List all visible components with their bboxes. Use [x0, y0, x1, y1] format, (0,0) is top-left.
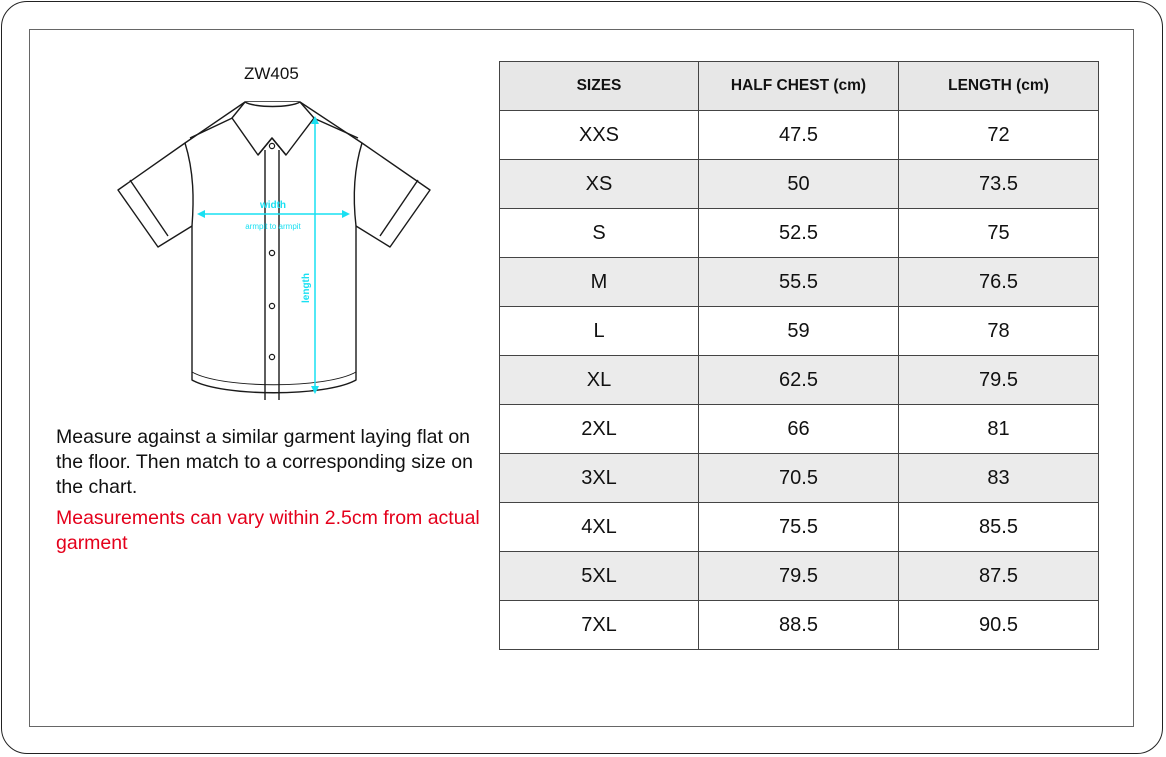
- table-row: [500, 552, 1099, 601]
- size-cell: 3XL: [500, 454, 699, 503]
- table-row: [500, 503, 1099, 552]
- table-row: [500, 307, 1099, 356]
- half-chest-cell: 55.5: [699, 258, 899, 307]
- length-cell: 90.5: [899, 601, 1099, 650]
- length-cell: 85.5: [899, 503, 1099, 552]
- header-sizes: SIZES: [500, 62, 699, 111]
- length-cell: 83: [899, 454, 1099, 503]
- table-row: [500, 405, 1099, 454]
- half-chest-cell: 47.5: [699, 111, 899, 160]
- table-header-row: [500, 62, 1099, 111]
- length-cell: 75: [899, 209, 1099, 258]
- header-length: LENGTH (cm): [899, 62, 1099, 111]
- table-row: [500, 258, 1099, 307]
- size-cell: XS: [500, 160, 699, 209]
- half-chest-cell: 52.5: [699, 209, 899, 258]
- length-label: length: [301, 273, 312, 303]
- measuring-instructions: Measure against a similar garment laying flat on the floor. Then match to a corresponding size on the chart.: [56, 426, 473, 498]
- size-cell: L: [500, 307, 699, 356]
- half-chest-cell: 88.5: [699, 601, 899, 650]
- half-chest-cell: 50: [699, 160, 899, 209]
- width-sublabel: armpit to armpit: [245, 222, 301, 231]
- table-row: [500, 160, 1099, 209]
- half-chest-cell: 70.5: [699, 454, 899, 503]
- size-cell: M: [500, 258, 699, 307]
- size-cell: 4XL: [500, 503, 699, 552]
- table-row: [500, 209, 1099, 258]
- table-row: [500, 111, 1099, 160]
- product-code: ZW405: [244, 64, 299, 83]
- size-cell: 7XL: [500, 601, 699, 650]
- length-cell: 76.5: [899, 258, 1099, 307]
- length-cell: 78: [899, 307, 1099, 356]
- size-chart-table: [499, 61, 1099, 650]
- size-cell: XXS: [500, 111, 699, 160]
- length-cell: 79.5: [899, 356, 1099, 405]
- half-chest-cell: 79.5: [699, 552, 899, 601]
- table-row: [500, 454, 1099, 503]
- size-cell: 2XL: [500, 405, 699, 454]
- length-cell: 72: [899, 111, 1099, 160]
- shirt-diagram: [110, 92, 440, 412]
- half-chest-cell: 66: [699, 405, 899, 454]
- length-cell: 81: [899, 405, 1099, 454]
- half-chest-cell: 62.5: [699, 356, 899, 405]
- size-cell: XL: [500, 356, 699, 405]
- header-half-chest: HALF CHEST (cm): [699, 62, 899, 111]
- measurement-warning: Measurements can vary within 2.5cm from actual garment: [56, 507, 480, 554]
- half-chest-cell: 75.5: [699, 503, 899, 552]
- table-row: [500, 356, 1099, 405]
- half-chest-cell: 59: [699, 307, 899, 356]
- size-cell: 5XL: [500, 552, 699, 601]
- length-cell: 73.5: [899, 160, 1099, 209]
- width-label: width: [259, 200, 287, 211]
- size-cell: S: [500, 209, 699, 258]
- length-cell: 87.5: [899, 552, 1099, 601]
- table-row: [500, 601, 1099, 650]
